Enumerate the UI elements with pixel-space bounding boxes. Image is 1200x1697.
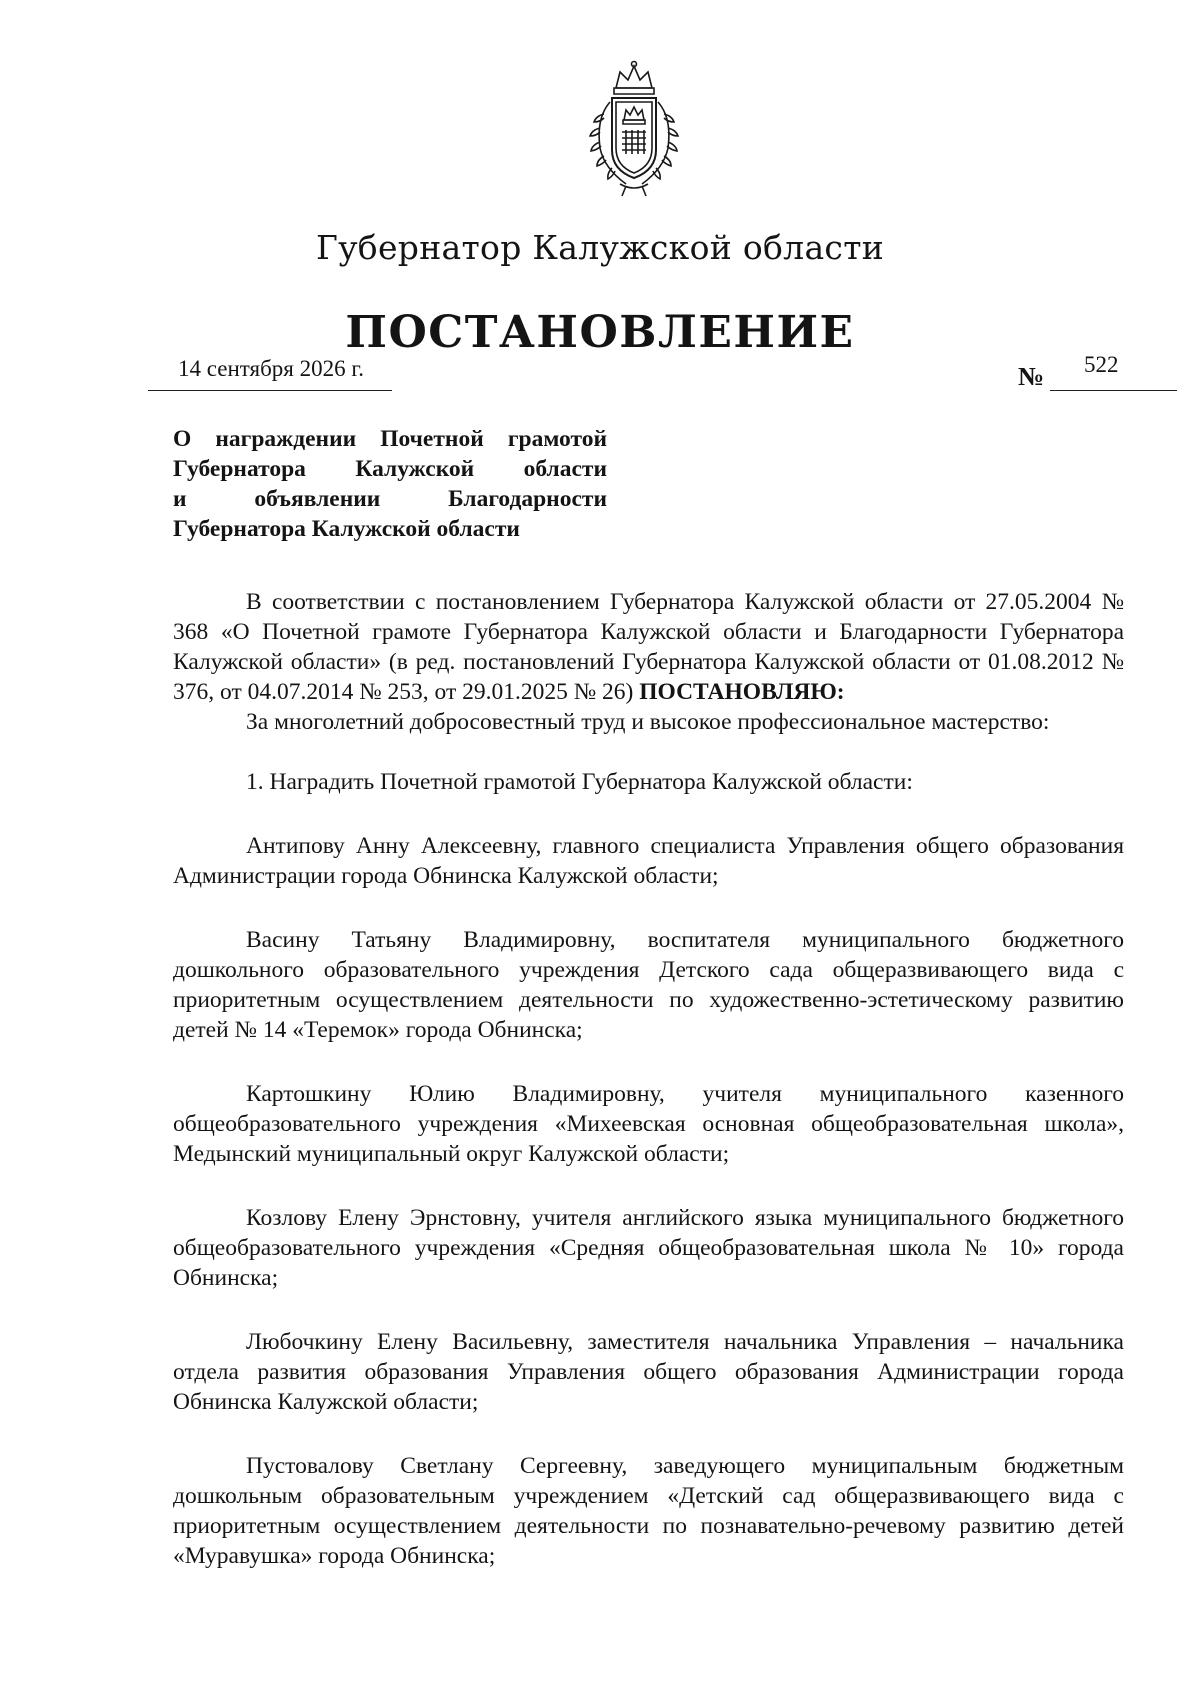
document-type-title: ПОСТАНОВЛЕНИЕ: [345, 307, 855, 358]
awardee-paragraph: Васину Татьяну Владимировну, воспитателя муниципального бюджетного дошкольного образовательного учреждения Детского сада общеразвивающего вида с приоритетным осуществлением деятельности по художественно-эстетическому развитию детей № 14 «Теремок» города Обнинска;: [173, 927, 1124, 1043]
awardee-paragraph: Картошкину Юлию Владимировну, учителя муниципального казенного общеобразовательного учреждения «Михеевская основная общеобразовательная школа», Медынский муниципальный округ Калужской области;: [173, 1081, 1124, 1167]
document-date: 14 сентября 2026 г.: [178, 356, 364, 381]
issuer-title: Губернатор Калужской области: [315, 228, 885, 267]
decree-word: ПОСТАНОВЛЯЮ:: [639, 679, 845, 705]
number-field: [1050, 352, 1177, 391]
awardee-paragraph: Пустовалову Светлану Сергеевну, заведующего муниципальным бюджетным дошкольным образовательным учреждением «Детский сад общеразвивающего вида с приоритетным осуществлением деятельности по познавательно-речевому развитию детей «Муравушка» города Обнинска;: [173, 1453, 1124, 1569]
subject-line: и объявлении Благодарности: [173, 486, 607, 512]
item1-heading: 1. Наградить Почетной грамотой Губернатора Калужской области:: [246, 769, 913, 795]
preamble-text: В соответствии с постановлением Губернатора Калужской области от 27.05.2004 № 368 «О Почетной грамоте Губернатора Калужской области и Благодарности Губернатора Калужской области» (в ред. постановлений Губернатора Калужской области от 01.08.2012 № 376, от 04.07.2014 № 253, от 29.01.2025 № 26): [173, 589, 1124, 705]
awardee-paragraph: Козлову Елену Эрнстовну, учителя английского языка муниципального бюджетного общеобразовательного учреждения «Средняя общеобразовательная школа № 10» города Обнинска;: [173, 1205, 1124, 1291]
document-number: 522: [1084, 352, 1119, 377]
subject-line: Губернатора Калужской области: [173, 516, 520, 542]
document-body: [173, 587, 1124, 1571]
date-field: [148, 356, 392, 391]
number-label: №: [1018, 362, 1045, 391]
subject-line: Губернатора Калужской области: [173, 456, 607, 482]
kaluga-oblast-coat-of-arms-icon: [582, 58, 686, 198]
reason-paragraph: За многолетний добросовестный труд и высокое профессиональное мастерство:: [246, 709, 1050, 735]
subject-line: О награждении Почетной грамотой: [173, 426, 607, 452]
preamble-paragraph: [173, 587, 1124, 707]
awardee-paragraph: Любочкину Елену Васильевну, заместителя начальника Управления – начальника отдела развития образования Управления общего образования Администрации города Обнинска Калужской области;: [173, 1329, 1124, 1415]
awardee-paragraph: Антипову Анну Алексеевну, главного специалиста Управления общего образования Администрации города Обнинска Калужской области;: [173, 833, 1124, 889]
document-subject: [173, 424, 607, 544]
